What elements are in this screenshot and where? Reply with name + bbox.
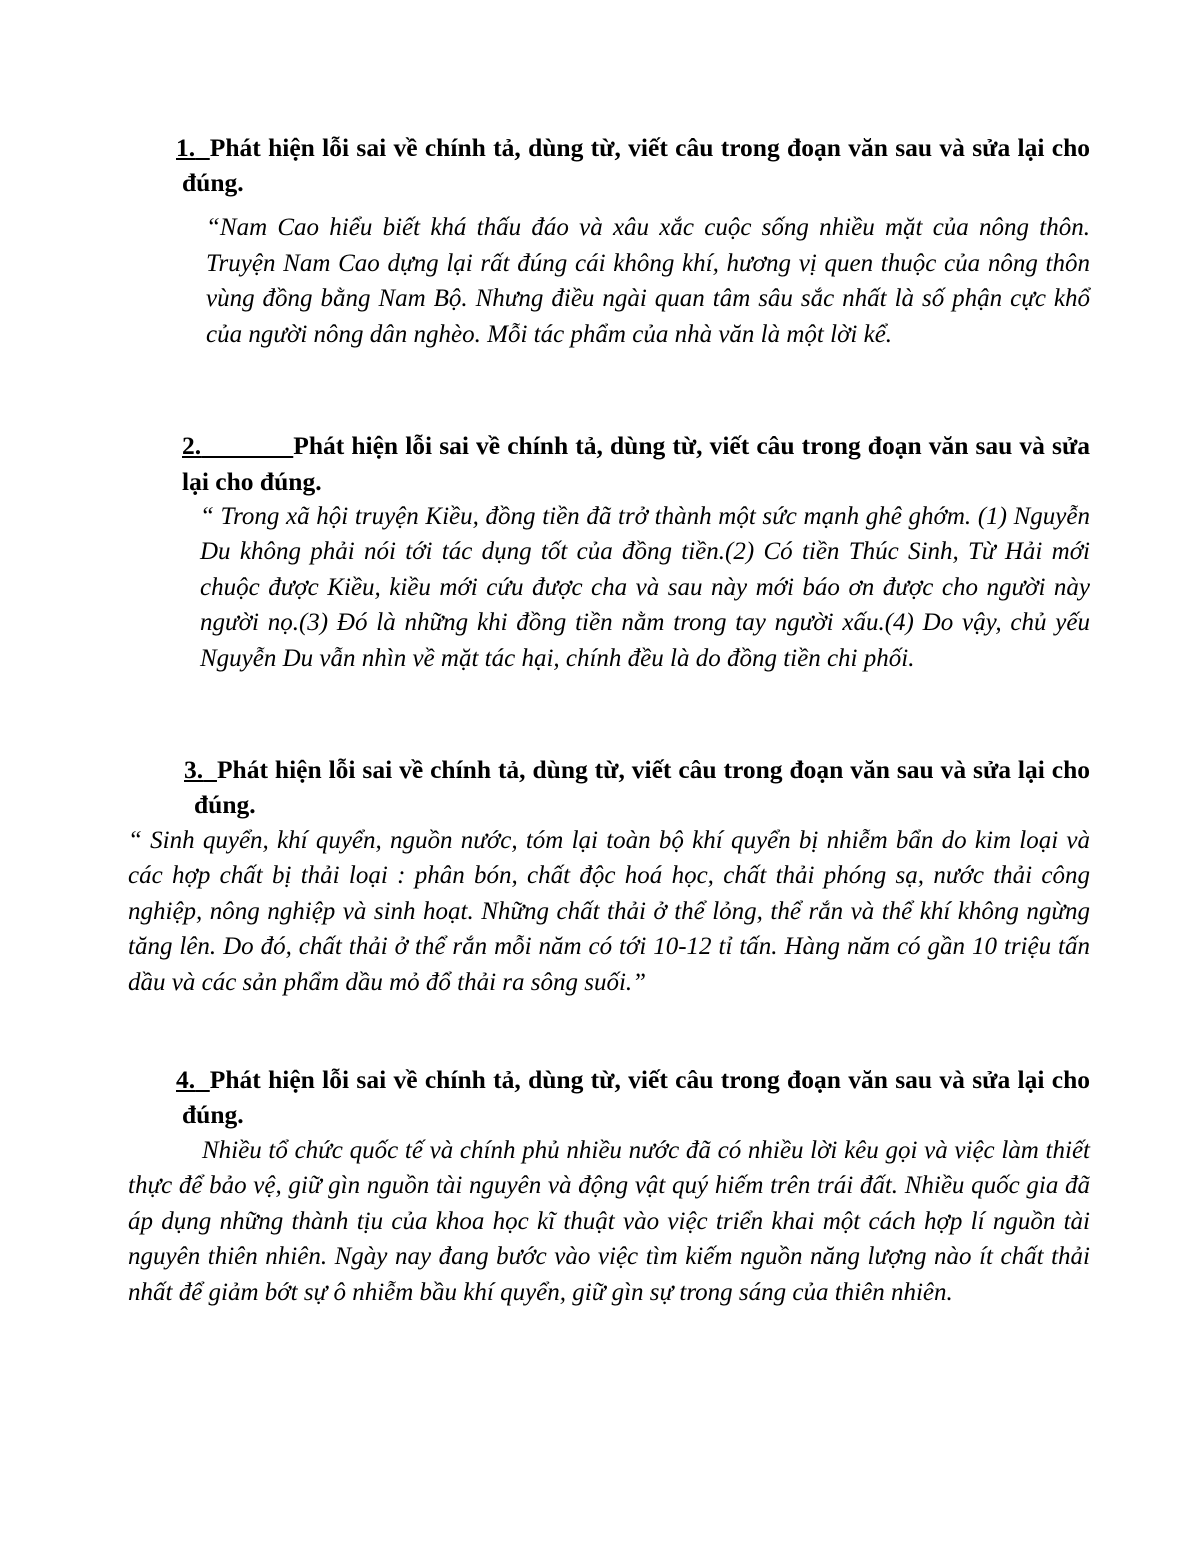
exercise-3-number: 3. — [184, 755, 204, 785]
exercise-3 — [110, 752, 1090, 1000]
exercise-3-passage: “ Sinh quyển, khí quyển, nguồn nước, tóm lại toàn bộ khí quyển bị nhiễm bẩn do kim loại và các hợp chất bị thải loại : phân bón, chất độc hoá học, chất thải phóng sạ, nước thải công nghiệp, nông nghiệp và sinh hoạt. Những chất thải ở thể lỏng, thể rắn và thể khí không ngừng tăng lên. Do đó, chất thải ở thể rắn mỗi năm có tới 10-12 tỉ tấn. Hàng năm có gần 10 triệu tấn dầu và các sản phẩm dầu mỏ đổ thải ra sông suối.” — [128, 826, 1090, 996]
exercise-1-passage: “Nam Cao hiểu biết khá thấu đáo và xâu xắc cuộc sống nhiều mặt của nông thôn. Truyện Nam Cao dựng lại rất đúng cái không khí, hương vị quen thuộc của nông thôn vùng đồng bằng Nam Bộ. Nhưng điều ngài quan tâm sâu sắc nhất là số phận cực khổ của người nông dân nghèo. Mỗi tác phẩm của nhà văn là một lời kể. — [206, 214, 1090, 348]
exercise-4 — [110, 1062, 1090, 1310]
exercise-4-heading-text: Phát hiện lỗi sai về chính tả, dùng từ, viết câu trong đoạn văn sau và sửa lại cho đúng. — [182, 1065, 1091, 1130]
exercise-3-heading-text: Phát hiện lỗi sai về chính tả, dùng từ, viết câu trong đoạn văn sau và sửa lại cho đúng. — [194, 755, 1091, 820]
exercise-4-heading — [110, 1062, 1090, 1132]
spacer — [110, 352, 1090, 428]
exercise-2 — [110, 428, 1090, 676]
spacer — [110, 200, 1090, 210]
exercise-3-heading — [110, 752, 1090, 822]
exercise-1-heading-text: Phát hiện lỗi sai về chính tả, dùng từ, viết câu trong đoạn văn sau và sửa lại cho đúng. — [182, 133, 1091, 198]
exercise-2-number: 2. — [182, 431, 202, 461]
exercise-4-number: 4. — [176, 1065, 196, 1095]
exercise-1-number: 1. — [176, 133, 196, 162]
spacer — [110, 676, 1090, 752]
exercise-2-passage: “ Trong xã hội truyện Kiều, đồng tiền đã trở thành một sức mạnh ghê ghớm. (1) Nguyễn Du không phải nói tới tác dụng tốt của đồng tiền.(2) Có tiền Thúc Sinh, Từ Hải mới chuộc được Kiều, kiều mới cứu được cha và sau này mới báo ơn được cho người này người nọ.(3) Đó là những khi đồng tiền nằm trong tay người xấu.(4) Do vậy, chủ yếu Nguyễn Du vẫn nhìn về mặt tác hại, chính đều là do đồng tiền chi phối. — [200, 502, 1090, 672]
exercise-1 — [110, 130, 1090, 352]
exercise-4-passage: Nhiều tổ chức quốc tế và chính phủ nhiều nước đã có nhiều lời kêu gọi và việc làm thiết thực để bảo vệ, giữ gìn nguồn tài nguyên và động vật quý hiếm trên trái đất. Nhiều quốc gia đã áp dụng những thành tịu của khoa học kĩ thuật vào việc triển khai một cách hợp lí nguồn tài nguyên thiên nhiên. Ngày nay đang bước vào việc tìm kiếm nguồn năng lượng nào ít chất thải nhất để giảm bớt sự ô nhiễm bầu khí quyển, giữ gìn sự trong sáng của thiên nhiên. — [128, 1136, 1090, 1306]
exercise-2-heading — [110, 428, 1090, 498]
exercise-1-heading — [110, 130, 1090, 200]
spacer — [110, 1000, 1090, 1062]
exercise-2-heading-text: Phát hiện lỗi sai về chính tả, dùng từ, viết câu trong đoạn văn sau và sửa lại cho đúng. — [182, 431, 1090, 496]
